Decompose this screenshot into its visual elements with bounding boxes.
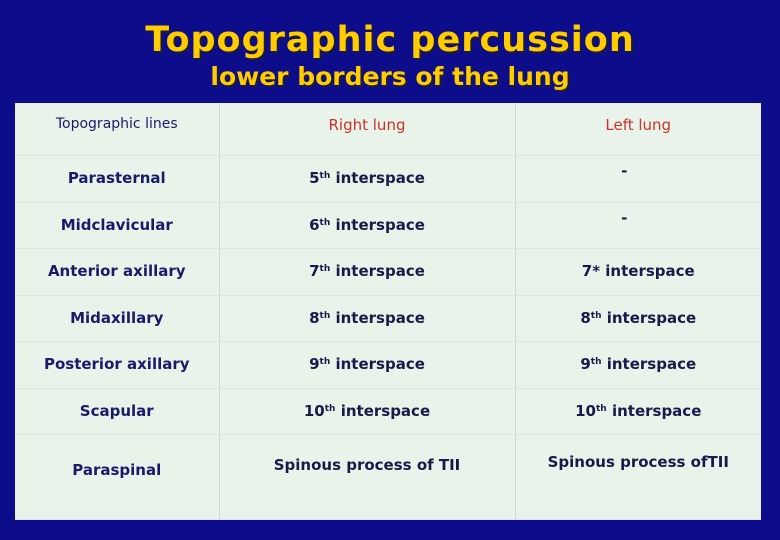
header-label: Left lung	[605, 116, 672, 134]
line-name: Parasternal	[67, 168, 166, 187]
ordinal-suffix: th	[319, 170, 331, 181]
table-row	[15, 341, 761, 388]
header-left-lung	[515, 103, 761, 155]
right-lung-cell	[219, 248, 515, 295]
interspace-text: interspace	[335, 308, 425, 327]
interspace-text: interspace	[611, 401, 702, 420]
ordinal-suffix: th	[590, 356, 602, 367]
interspace-text: interspace	[335, 354, 425, 373]
ordinal-suffix: th	[596, 403, 607, 414]
right-lung-cell	[219, 341, 515, 388]
interspace-text: interspace	[606, 354, 697, 373]
left-lung-cell	[515, 341, 761, 388]
line-cell	[15, 295, 219, 341]
table-header-row	[15, 103, 761, 155]
ordinal-suffix: th	[590, 310, 602, 321]
line-name: Midclavicular	[60, 215, 173, 234]
left-lung-cell	[515, 295, 761, 341]
right-lung-cell	[219, 155, 515, 202]
ordinal-number: 8	[309, 308, 320, 327]
line-name: Anterior axillary	[47, 261, 186, 280]
ordinal-number: 10	[575, 401, 596, 420]
header-label: Topographic lines	[55, 116, 178, 132]
left-lung-cell	[515, 248, 761, 295]
right-lung-cell	[219, 388, 515, 434]
line-cell	[15, 248, 219, 295]
ordinal-number: 9	[309, 354, 320, 373]
ordinal-suffix: th	[319, 217, 331, 228]
header-right-lung	[219, 103, 515, 155]
line-cell	[15, 434, 219, 519]
left-lung-cell	[515, 202, 761, 248]
left-lung-cell	[515, 388, 761, 434]
right-lung-cell	[219, 202, 515, 248]
ordinal-number: 8	[580, 308, 591, 327]
left-lung-value: -	[621, 161, 628, 180]
interspace-text: interspace	[335, 261, 425, 280]
ordinal-suffix: th	[319, 356, 331, 367]
table-row	[15, 248, 761, 295]
table-row	[15, 388, 761, 434]
line-name: Paraspinal	[72, 460, 162, 479]
percussion-table	[15, 103, 761, 519]
left-lung-cell	[515, 434, 761, 519]
slide-subtitle: lower borders of the lung	[210, 62, 570, 91]
table-row	[15, 295, 761, 341]
line-cell	[15, 341, 219, 388]
header-label: Right lung	[328, 116, 406, 134]
ordinal-number: 6	[309, 215, 320, 234]
ordinal-suffix: th	[324, 403, 336, 414]
ordinal-suffix: th	[319, 263, 331, 274]
line-cell	[15, 155, 219, 202]
line-name: Scapular	[79, 401, 154, 420]
ordinal-suffix: th	[319, 310, 331, 321]
left-lung-value: -	[621, 208, 628, 227]
table-row	[15, 155, 761, 202]
table-row	[15, 434, 761, 519]
ordinal-number: 5	[309, 168, 320, 187]
line-name: Midaxillary	[70, 308, 164, 327]
right-lung-value: Spinous process of TII	[273, 455, 461, 474]
interspace-text: interspace	[340, 401, 431, 420]
ordinal-number: 9	[580, 354, 591, 373]
line-name: Posterior axillary	[43, 354, 190, 373]
ordinal-number: 10	[303, 401, 325, 420]
interspace-text: interspace	[335, 215, 425, 234]
line-cell	[15, 202, 219, 248]
interspace-text: interspace	[335, 168, 425, 187]
left-lung-value: 7* interspace	[581, 261, 695, 280]
left-lung-value: Spinous process ofTII	[547, 452, 729, 471]
left-lung-cell	[515, 155, 761, 202]
header-topographic-lines	[15, 103, 219, 155]
interspace-text: interspace	[606, 308, 697, 327]
right-lung-cell	[219, 295, 515, 341]
ordinal-number: 7	[309, 261, 320, 280]
slide-title: Topographic percussion	[145, 20, 635, 60]
right-lung-cell	[219, 434, 515, 519]
table-row	[15, 202, 761, 248]
line-cell	[15, 388, 219, 434]
